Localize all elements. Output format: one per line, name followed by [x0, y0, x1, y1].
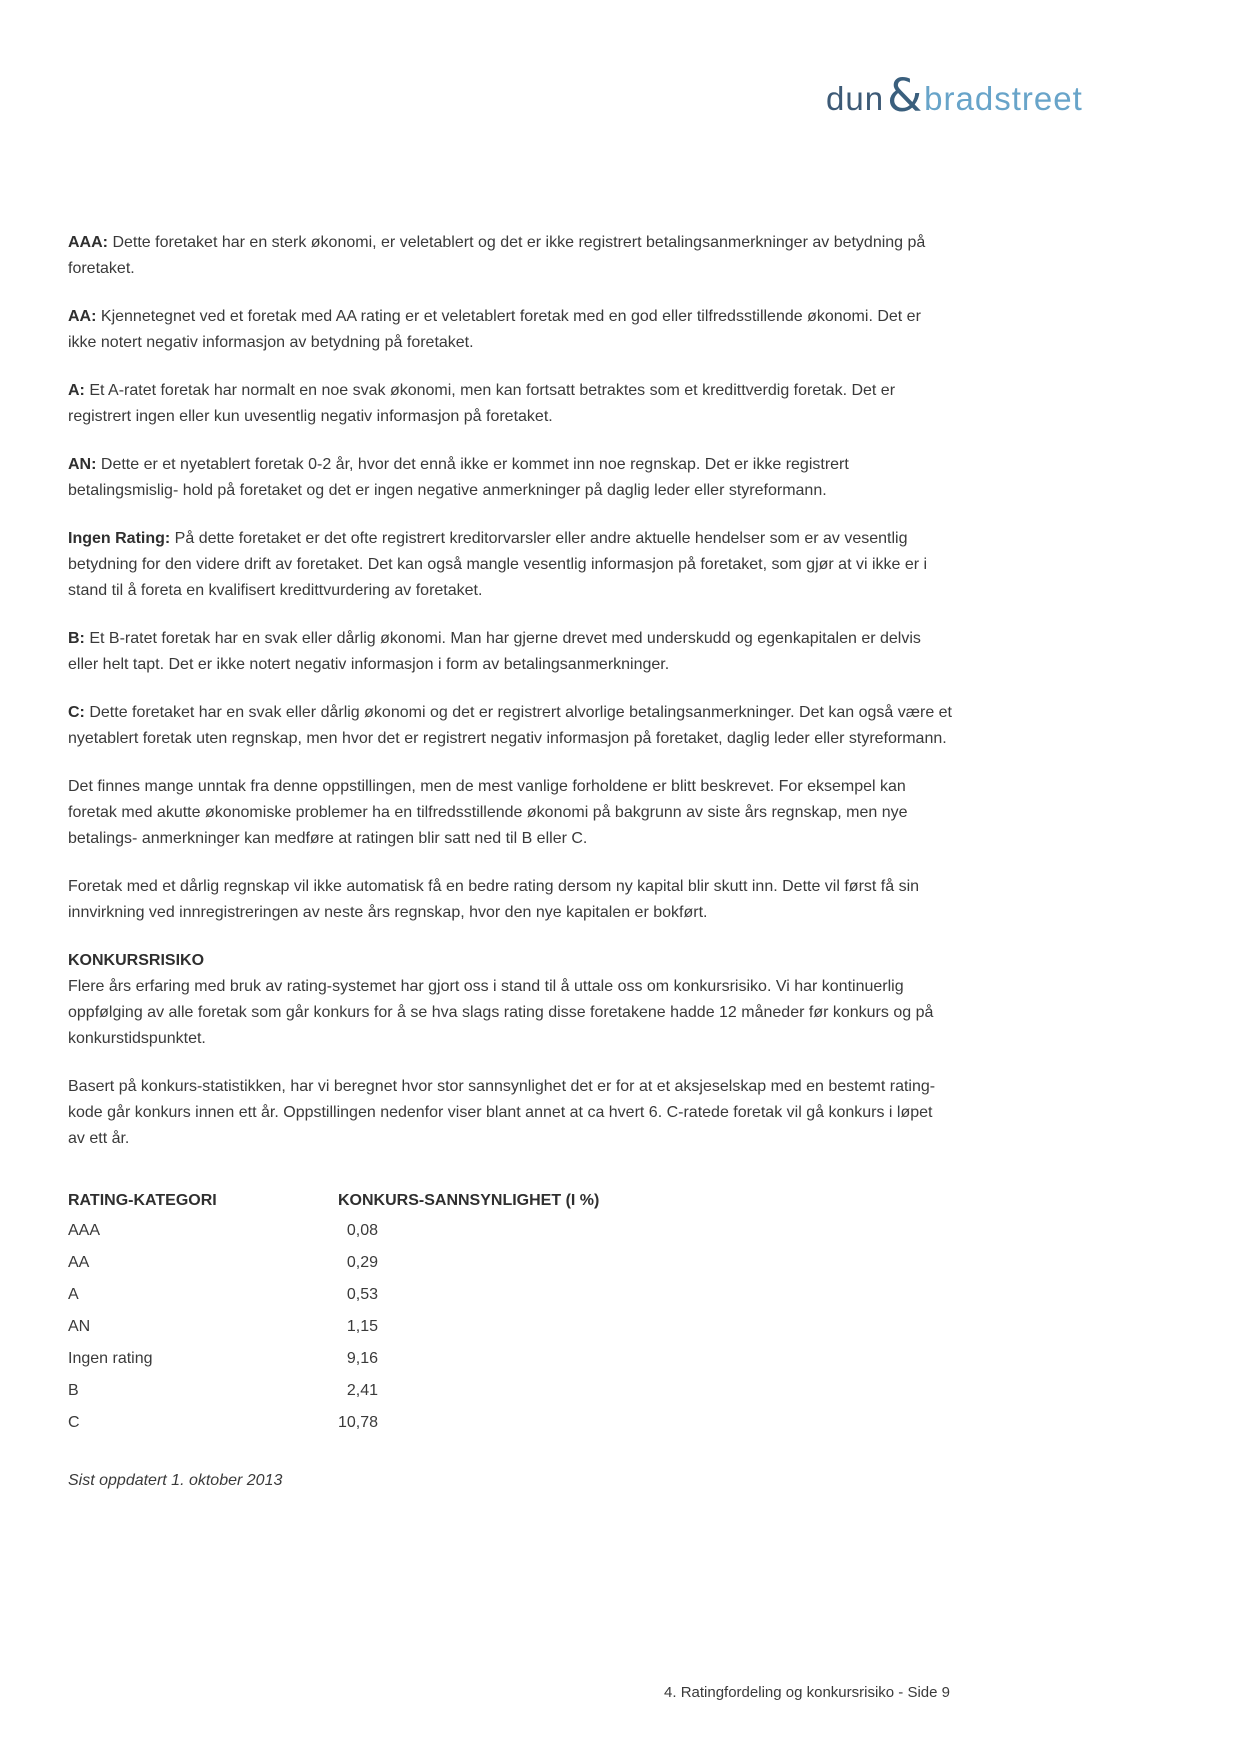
table-cell-value: 9,16: [346, 1350, 378, 1367]
rating-label-a: A:: [68, 382, 85, 399]
table-row: [68, 1378, 952, 1410]
paragraph-rating-ingen: [68, 526, 952, 604]
logo-ampersand-icon: &: [887, 69, 923, 122]
paragraph-rating-c: [68, 700, 952, 752]
section-konkursrisiko: [68, 948, 952, 1052]
paragraph-rating-aa: [68, 304, 952, 356]
table-cell-category: AN: [68, 1318, 91, 1335]
table-row: [68, 1410, 952, 1442]
logo-text-dun: dun: [826, 79, 885, 117]
logo-text-bradstreet: bradstreet: [924, 79, 1083, 117]
table-row: [68, 1314, 952, 1346]
table-header-probability: KONKURS-SANNSYNLIGHET (I %): [338, 1192, 600, 1209]
rating-probability-table: [68, 1188, 952, 1442]
table-row: [68, 1218, 952, 1250]
table-cell-category: B: [68, 1382, 79, 1399]
table-cell-value: 10,78: [338, 1414, 379, 1431]
konkursrisiko-heading: KONKURSRISIKO: [68, 952, 205, 969]
konkursrisiko-text: Flere års erfaring med bruk av rating-systemet har gjort oss i stand til å uttale oss om konkursrisiko. Vi har kontinuerlig oppfølging av alle foretak som går konkurs for å se hva slags rating disse foretakene hadde 12 måneder før konkurs og på konkurstidspunktet.: [68, 978, 934, 1047]
dun-bradstreet-logo: [826, 69, 1083, 122]
page-footer: 4. Ratingfordeling og konkursrisiko - Side 9: [664, 1684, 950, 1701]
rating-text-aa: Kjennetegnet ved et foretak med AA rating er et veletablert foretak med en god eller tilfredsstillende økonomi. Det er ikke notert negativ informasjon av betydning på foretaket.: [68, 308, 921, 351]
paragraph-rating-an: [68, 452, 952, 504]
table-cell-category: AA: [68, 1254, 90, 1271]
last-updated-note: Sist oppdatert 1. oktober 2013: [68, 1472, 283, 1489]
paragraph-rating-aaa: [68, 230, 952, 282]
table-row: [68, 1346, 952, 1378]
paragraph-new-capital: Foretak med et dårlig regnskap vil ikke automatisk få en bedre rating dersom ny kapital blir skutt inn. Dette vil først få sin innvirkning ved innregistreringen av neste års regnskap, hvor den nye kapitalen er bokført.: [68, 878, 920, 921]
paragraph-basert: Basert på konkurs-statistikken, har vi beregnet hvor stor sannsynlighet det er for at et aksjeselskap med en bestemt rating-kode går konkurs innen ett år. Oppstillingen nedenfor viser blant annet at ca hvert 6. C-ratede foretak vil gå konkurs i løpet av ett år.: [68, 1078, 936, 1147]
table-row: [68, 1250, 952, 1282]
rating-text-ingen: På dette foretaket er det ofte registrert kreditorvarsler eller andre aktuelle hendelser som er av vesentlig betydning for den videre drift av foretaket. Det kan også mangle vesentlig informasjon på foretaket, som gjør at vi ikke er i stand til å foreta en kvalifisert kredittvurdering av foretaket.: [68, 530, 928, 599]
rating-label-ingen: Ingen Rating:: [68, 530, 171, 547]
rating-label-aaa: AAA:: [68, 234, 108, 251]
paragraph-rating-a: [68, 378, 952, 430]
document-content: [68, 230, 952, 1494]
rating-label-aa: AA:: [68, 308, 97, 325]
rating-text-a: Et A-ratet foretak har normalt en noe svak økonomi, men kan fortsatt betraktes som et kredittverdig foretak. Det er registrert ingen eller kun uvesentlig negativ informasjon på foretaket.: [68, 382, 896, 425]
table-cell-category: A: [68, 1286, 79, 1303]
table-row: [68, 1282, 952, 1314]
table-cell-value: 1,15: [346, 1318, 378, 1335]
table-header-category: RATING-KATEGORI: [68, 1192, 217, 1209]
table-cell-value: 0,53: [346, 1286, 378, 1303]
rating-text-an: Dette er et nyetablert foretak 0-2 år, hvor det ennå ikke er kommet inn noe regnskap. Det er ikke registrert betalingsmislig- hold på foretaket og det er ingen negative anmerkninger på daglig leder eller styreformann.: [68, 456, 849, 499]
paragraph-rating-b: [68, 626, 952, 678]
rating-label-b: B:: [68, 630, 85, 647]
rating-label-c: C:: [68, 704, 85, 721]
rating-text-aaa: Dette foretaket har en sterk økonomi, er veletablert og det er ikke registrert betalingsanmerkninger av betydning på foretaket.: [68, 234, 926, 277]
rating-text-c: Dette foretaket har en svak eller dårlig økonomi og det er registrert alvorlige betalingsanmerkninger. Det kan også være et nyetablert foretak uten regnskap, men hvor det er registrert negativ informasjon på foretaket, daglig leder eller styreformann.: [68, 704, 952, 747]
rating-text-b: Et B-ratet foretak har en svak eller dårlig økonomi. Man har gjerne drevet med underskudd og egenkapitalen er delvis eller helt tapt. Det er ikke notert negativ informasjon i form av betalingsanmerkninger.: [68, 630, 921, 673]
table-cell-category: Ingen rating: [68, 1350, 153, 1367]
rating-label-an: AN:: [68, 456, 97, 473]
table-cell-category: C: [68, 1414, 80, 1431]
paragraph-exceptions: Det finnes mange unntak fra denne oppstillingen, men de mest vanlige forholdene er blitt beskrevet. For eksempel kan foretak med akutte økonomiske problemer ha en tilfredsstillende økonomi på bakgrunn av siste års regnskap, men nye betalings- anmerkninger kan medføre at ratingen blir satt ned til B eller C.: [68, 778, 908, 847]
table-cell-value: 0,08: [346, 1222, 378, 1239]
table-header-row: [68, 1188, 952, 1218]
table-cell-value: 2,41: [346, 1382, 378, 1399]
table-cell-category: AAA: [68, 1222, 101, 1239]
table-cell-value: 0,29: [346, 1254, 378, 1271]
